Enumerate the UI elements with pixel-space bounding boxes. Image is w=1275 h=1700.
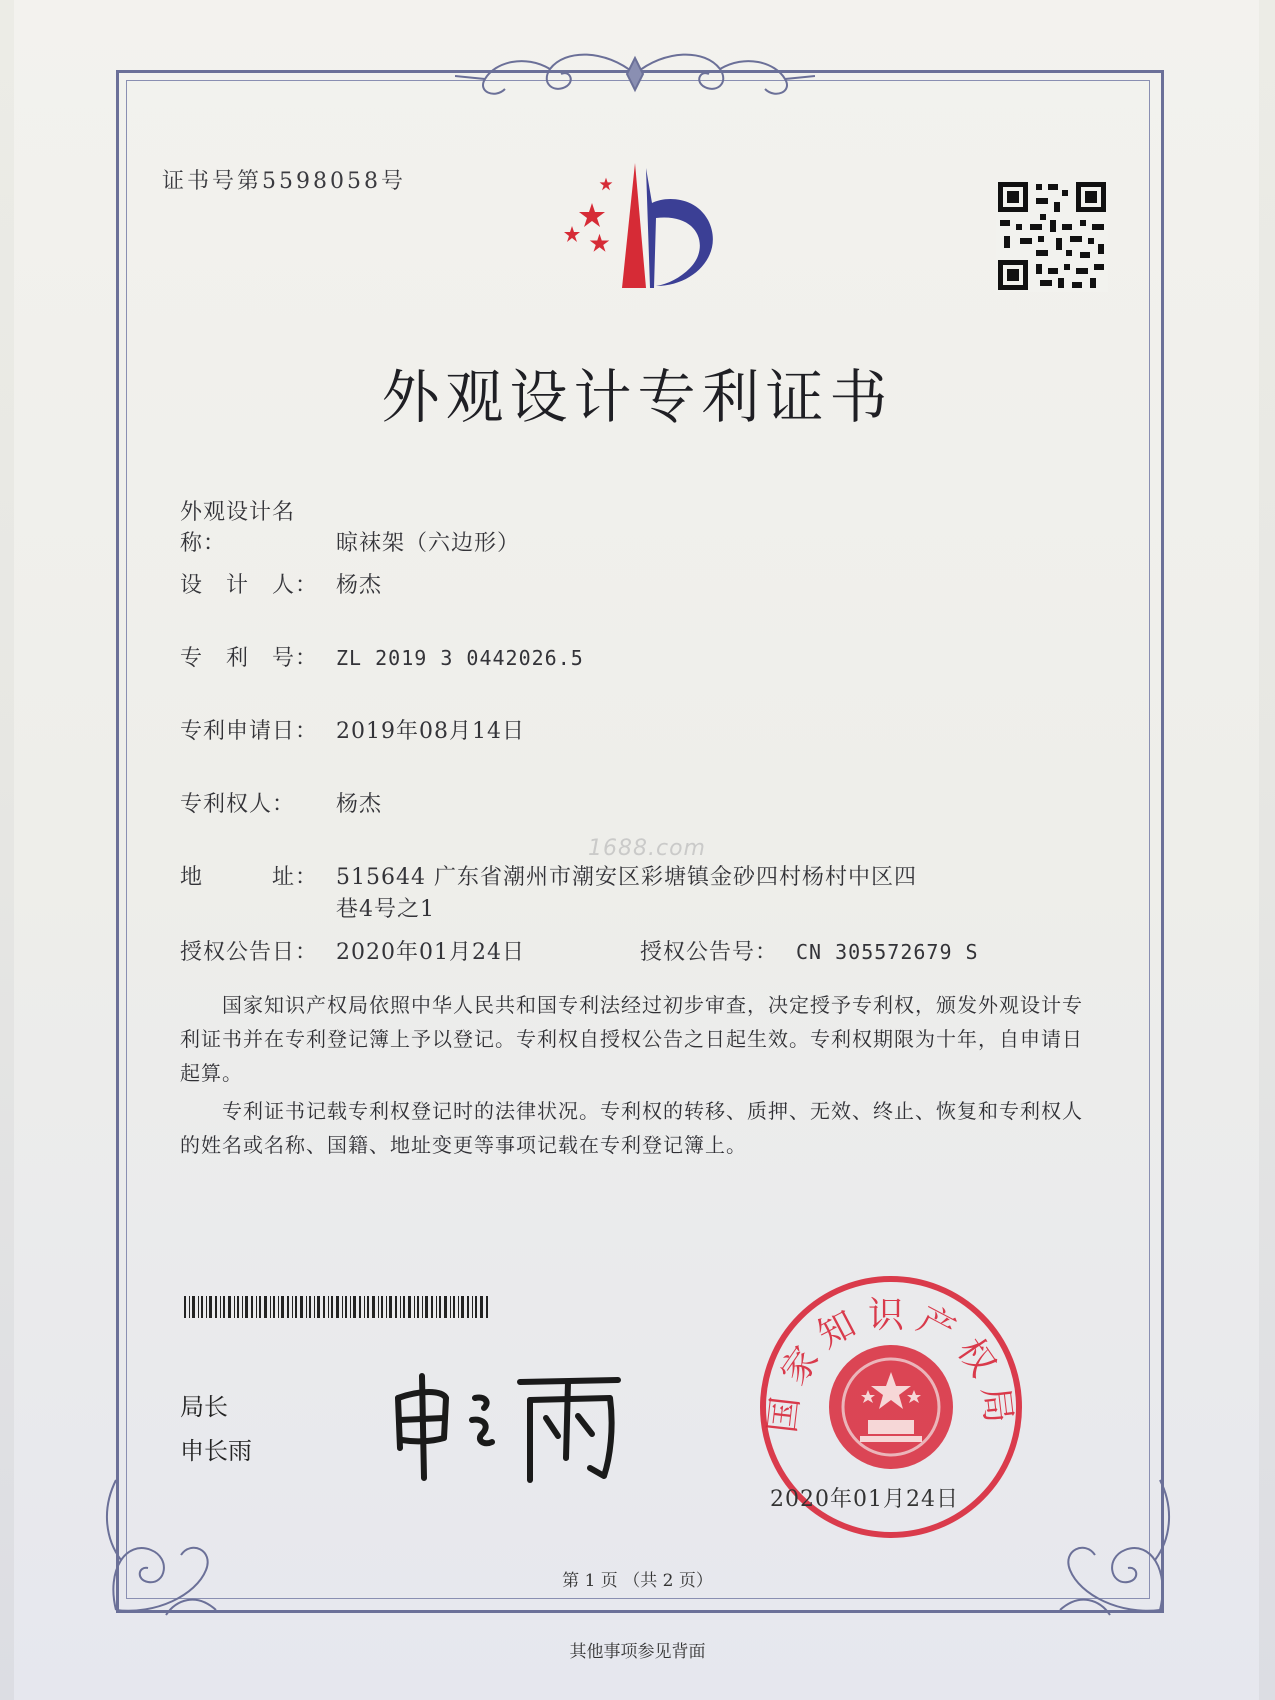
footer-note: 其他事项参见背面	[569, 1642, 706, 1662]
field-label: 授权公告号：	[640, 940, 779, 965]
handwritten-signature	[380, 1368, 640, 1488]
field-value: 515644 广东省潮州市潮安区彩塘镇金砂四村杨村中区四	[336, 865, 917, 890]
field-value: 2019年08月14日	[336, 719, 525, 744]
field-value: 杨杰	[336, 573, 383, 598]
field-patentee	[180, 787, 382, 818]
field-label: 授权公告日：	[180, 940, 319, 965]
field-label: 外观设计名称：	[180, 500, 296, 556]
field-label: 专 利 号：	[180, 646, 319, 671]
top-ornament	[455, 44, 815, 104]
barcode-icon	[184, 1296, 490, 1318]
cnipa-logo-icon	[550, 158, 730, 298]
seal-date: 2020年01月24日	[770, 1487, 959, 1512]
certificate-number: 证书号第5598058号	[162, 169, 406, 194]
field-value: 晾袜架（六边形）	[336, 531, 521, 556]
field-value: CN 305572679 S	[796, 940, 979, 964]
field-label: 地 址：	[180, 865, 319, 890]
field-value: 2020年01月24日	[336, 940, 525, 965]
field-address-line2: 巷4号之1	[336, 897, 435, 922]
field-address	[180, 860, 917, 891]
body-paragraph-2: 专利证书记载专利权登记时的法律状况。专利权的转移、质押、无效、终止、恢复和专利权人的姓名或名称、国籍、地址变更等事项记载在专利登记簿上。	[180, 1099, 1083, 1157]
field-value: 杨杰	[336, 792, 383, 817]
field-patent-number	[180, 641, 584, 672]
director-name: 申长雨	[180, 1437, 252, 1465]
field-grant-date	[180, 935, 525, 966]
certificate-title: 外观设计专利证书	[381, 363, 894, 431]
field-grant-number	[640, 935, 979, 966]
page-number: 第 1 页 （共 2 页）	[562, 1571, 713, 1591]
director-block	[180, 1385, 252, 1473]
field-filing-date	[180, 714, 525, 745]
watermark: 1688.com	[588, 836, 706, 861]
field-label: 专利权人：	[180, 792, 296, 817]
field-label: 专利申请日：	[180, 719, 319, 744]
field-value: ZL 2019 3 0442026.5	[336, 646, 584, 670]
qr-code-icon	[996, 180, 1108, 292]
field-label: 设 计 人：	[180, 573, 319, 598]
field-design-name	[180, 495, 520, 557]
field-designer	[180, 568, 382, 599]
seal-text: 国家知识产权局	[762, 1295, 1020, 1436]
director-title: 局长	[180, 1393, 228, 1421]
body-paragraph-1: 国家知识产权局依照中华人民共和国专利法经过初步审查，决定授予专利权，颁发外观设计专利证书并在专利登记簿上予以登记。专利权自授权公告之日起生效。专利权期限为十年，自申请日起算。	[180, 993, 1083, 1085]
